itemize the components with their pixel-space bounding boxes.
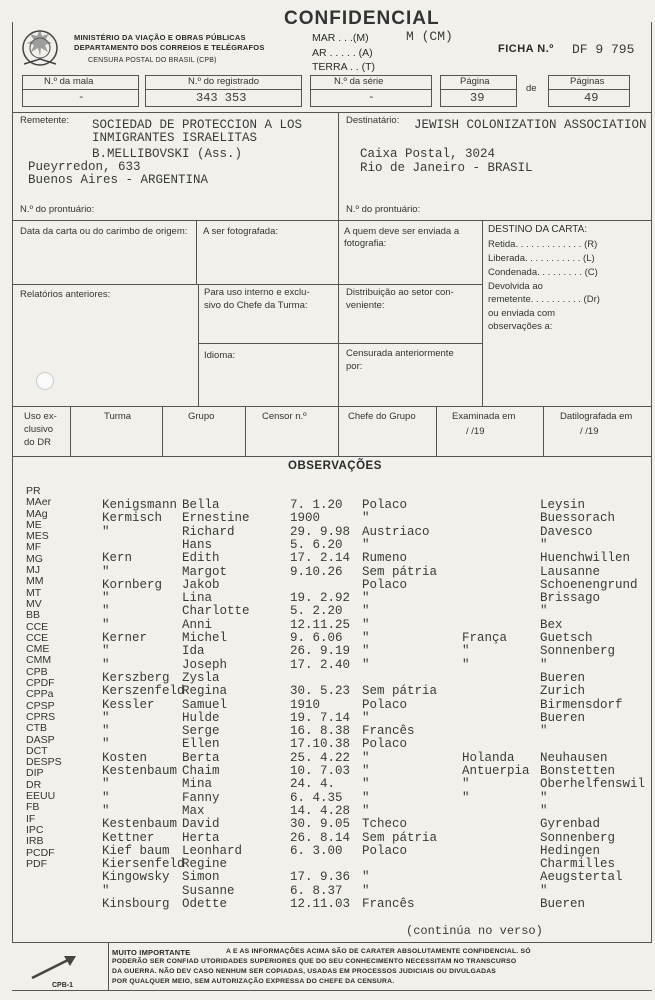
observation-row [0, 684, 655, 697]
row-given: Richard [182, 524, 235, 539]
agency-code: CCE [26, 620, 49, 633]
department-name: DEPARTAMENTO DOS CORREIOS E TELÉGRAFOS [74, 43, 265, 52]
ficha-number: DF 9 795 [572, 42, 635, 57]
uso-chefe-label-2: sivo do Chefe da Turma: [204, 300, 308, 311]
agency-code: IRB [26, 835, 44, 848]
row-nat: " [362, 750, 370, 765]
row-from: " [462, 777, 470, 792]
observation-row [0, 791, 655, 804]
observation-row [0, 801, 655, 818]
sender-line-4: Pueyrredon, 633 [28, 160, 141, 174]
agency-code: DCT [26, 744, 48, 757]
row-surname: " [102, 803, 110, 818]
row-given: Joseph [182, 657, 228, 672]
row-nat: " [362, 764, 370, 778]
row-date: 19. 2.92 [290, 591, 351, 606]
row-date: 29. 9.98 [290, 524, 351, 539]
agency-code: DIP [26, 767, 44, 780]
row-from: " [462, 644, 470, 659]
row-surname: " [102, 790, 110, 805]
agency-code: MT [26, 586, 42, 599]
row-dest: " [540, 604, 548, 619]
row-nat: " [362, 604, 370, 619]
row-surname: " [102, 710, 110, 725]
mar-label: MAR . . .(M) [312, 32, 369, 44]
row-surname: Kessler [102, 697, 155, 712]
arrow-emblem-icon [28, 952, 84, 982]
row-dest: Aeugstertal [540, 870, 623, 885]
row-given: Zysla [182, 670, 220, 685]
observation-row [0, 537, 655, 554]
serie-label: N.º da série [334, 76, 384, 87]
row-given: Odette [182, 897, 228, 911]
row-date: 12.11.25 [290, 617, 351, 632]
row-given: Chaim [182, 764, 220, 778]
send-photo-text: A quem deve ser enviada a fotografia: [344, 226, 460, 249]
observation-row [0, 817, 655, 830]
row-given: Anni [182, 617, 213, 632]
row-date: 30. 9.05 [290, 817, 351, 832]
form-title: CONFIDENCIAL [284, 8, 440, 29]
row-from: França [462, 631, 508, 645]
row-nat: Austriaco [362, 524, 430, 539]
observation-row [0, 644, 655, 657]
mala-value: - [78, 92, 85, 104]
footer-line-1: A E AS INFORMAÇÕES ACIMA SÃO DE CARATER ABSOLUTAMENTE CONFIDENCIAL. SÓ [226, 948, 531, 955]
row-given: Serge [182, 724, 220, 739]
transport-mode-value: M (CM) [406, 29, 453, 44]
paginas-label: Páginas [570, 76, 605, 87]
censorship-name: CENSURA POSTAL DO BRASIL (CPB) [88, 57, 217, 64]
row-given: Fanny [182, 790, 220, 805]
observation-row [0, 884, 655, 897]
row-dest: Sonnenberg [540, 830, 616, 845]
agency-code: ME [26, 518, 42, 531]
observation-row [0, 604, 655, 617]
row-nat: " [362, 790, 370, 805]
row-nat: Polaco [362, 843, 408, 858]
observation-row [0, 551, 655, 564]
destino-condenada: Condenada. . . . . . . . . (C) [488, 267, 598, 278]
row-date: 17. 2.14 [290, 551, 351, 566]
row-dest: Davesco [540, 524, 593, 539]
row-given: Lina [182, 591, 213, 606]
recipient-prontuario-label: N.º do prontuário: [346, 204, 421, 215]
sender-line-5: Buenos Aires - ARGENTINA [28, 173, 209, 187]
distrib-label-1: Distribuição ao setor con- [346, 287, 454, 298]
destino-obs-2: observações a: [488, 321, 553, 332]
agency-code: CPRS [26, 710, 56, 723]
agency-code: FB [26, 801, 40, 814]
row-dest: Gyrenbad [540, 817, 601, 832]
row-date: 16. 8.38 [290, 724, 351, 739]
row-given: Herta [182, 830, 220, 845]
row-dest: Guetsch [540, 631, 593, 645]
agency-code: EEUU [26, 790, 56, 803]
row-date: 26. 9.19 [290, 644, 351, 659]
row-dest: Charmilles [540, 857, 616, 872]
row-nat: " [362, 710, 370, 725]
observation-row [0, 698, 655, 711]
recipient-label: Destinatário: [346, 115, 400, 126]
agency-code: CPPa [26, 688, 54, 701]
row-date: 1900 [290, 511, 321, 526]
agency-code: CME [26, 643, 50, 656]
observation-row [0, 857, 655, 870]
agency-code: CPSP [26, 699, 55, 712]
row-date: 30. 5.23 [290, 684, 351, 699]
row-given: Edith [182, 551, 220, 566]
registrado-value: 343 353 [196, 91, 247, 105]
row-date: 5. 2.20 [290, 604, 343, 619]
row-date: 10. 7.03 [290, 764, 351, 778]
row-from: " [462, 790, 470, 805]
destino-title: DESTINO DA CARTA: [488, 224, 588, 235]
row-dest: Sonnenberg [540, 644, 616, 659]
row-nat: " [362, 777, 370, 792]
uso-dr-2: clusivo [24, 424, 54, 435]
row-date: 17. 9.36 [290, 870, 351, 885]
row-surname: Kornberg [102, 577, 163, 592]
sender-line-1: SOCIEDAD DE PROTECCION A LOS [92, 118, 303, 132]
continua-note: (continúa no verso) [406, 924, 543, 938]
footer-line-3: DA GUERRA. NÃO DEV CASO NENHUM SER COPIADAS, USADAS EM PROCESSOS JUDICIAIS OU DIVULGADAS [112, 968, 497, 975]
row-nat: Rumeno [362, 551, 408, 566]
row-nat: " [362, 617, 370, 632]
send-photo-label [344, 226, 480, 250]
row-date: 25. 4.22 [290, 750, 351, 765]
censor-label: Censor n.º [262, 411, 307, 422]
row-dest: Brissago [540, 591, 601, 606]
row-surname: " [102, 524, 110, 539]
observation-row [0, 591, 655, 604]
row-surname: Kermisch [102, 511, 163, 526]
row-given: Leonhard [182, 843, 243, 858]
row-dest: Zurich [540, 684, 586, 699]
observation-row [0, 751, 655, 764]
observation-row [0, 724, 655, 737]
row-given: Hans [182, 537, 213, 552]
pagina-value: 39 [470, 91, 485, 105]
censurada-label-2: por: [346, 361, 363, 372]
de-label: de [526, 83, 537, 94]
row-nat: Polaco [362, 577, 408, 592]
row-dest: Lausanne [540, 564, 601, 579]
sender-line-3: B.MELLIBOVSKI (Ass.) [92, 147, 243, 161]
chefe-grupo-label: Chefe do Grupo [348, 411, 416, 422]
row-nat: " [362, 870, 370, 885]
row-date: 6. 3.00 [290, 843, 343, 858]
row-nat: Francês [362, 897, 415, 911]
terra-label: TERRA . . (T) [312, 61, 375, 73]
row-dest: Neuhausen [540, 750, 608, 765]
coat-of-arms-emblem [18, 26, 62, 70]
row-given: David [182, 817, 220, 832]
row-dest: Bueren [540, 897, 586, 911]
row-surname: " [102, 617, 110, 632]
destino-liberada: Liberada. . . . . . . . . . . (L) [488, 253, 595, 264]
photo-label: A ser fotografada: [203, 226, 278, 237]
row-dest: Bueren [540, 710, 586, 725]
row-date: 14. 4.28 [290, 803, 351, 818]
ar-label: AR . . . . . (A) [312, 47, 373, 59]
row-date: 6. 8.37 [290, 883, 343, 898]
agency-code: MAer [26, 496, 52, 509]
agency-code: IPC [26, 823, 44, 836]
serie-value: - [368, 92, 375, 104]
row-dest: Schoenengrund [540, 577, 638, 592]
row-surname: Kenigsmann [102, 498, 178, 512]
observation-row [0, 565, 655, 578]
row-nat: " [362, 883, 370, 898]
row-date: 26. 8.14 [290, 830, 351, 845]
observation-row [0, 777, 655, 790]
row-surname: Kestenbaum [102, 764, 178, 778]
agency-code: PDF [26, 857, 47, 870]
row-surname: Kief baum [102, 843, 170, 858]
datilografada-date: / /19 [580, 426, 599, 437]
row-surname: Kingowsky [102, 870, 170, 885]
row-surname: Kettner [102, 830, 155, 845]
row-surname: Kiersenfeld [102, 857, 185, 872]
observation-row [0, 711, 655, 724]
observation-row [0, 525, 655, 538]
row-dest: " [540, 883, 548, 898]
row-dest: Bex [540, 617, 563, 632]
row-date: 1910 [290, 697, 321, 712]
row-nat: Tcheco [362, 817, 408, 832]
row-nat: " [362, 803, 370, 818]
row-surname: " [102, 591, 110, 606]
agency-code: IF [26, 812, 36, 825]
row-dest: " [540, 803, 548, 818]
row-surname: " [102, 604, 110, 619]
footer-important: MUITO IMPORTANTE [112, 948, 191, 957]
footer-line-2: PODERÃO SER CONFIAD UTORIDADES SUPERIORES QUE DO SEU CONHECIMENTO NECESSITAM NO TRANSCURSO [112, 958, 517, 965]
agency-code: BB [26, 609, 41, 622]
row-dest: Bueren [540, 670, 586, 685]
ficha-label: FICHA N.º [498, 43, 554, 55]
agency-code: MAg [26, 507, 48, 520]
row-surname: Kinsbourg [102, 897, 170, 911]
row-nat: Sem pátria [362, 684, 438, 699]
row-dest: Oberhelfenswil [540, 777, 646, 792]
row-given: Ellen [182, 737, 220, 752]
row-given: Charlotte [182, 604, 250, 619]
row-date: 6. 4.35 [290, 790, 343, 805]
recipient-line-2: Caixa Postal, 3024 [360, 147, 496, 161]
sender-prontuario-label: N.º do prontuário: [20, 204, 95, 215]
observation-row [0, 870, 655, 883]
uso-dr-1: Uso ex- [24, 411, 57, 422]
row-given: Berta [182, 750, 220, 765]
agency-code: DR [26, 778, 42, 791]
row-given: Bella [182, 498, 220, 512]
footer-line-4: POR QUALQUER MEIO, SEM AUTORIZAÇÃO EXPRESSA DO CHEFE DA CENSURA. [112, 978, 395, 985]
row-surname: " [102, 564, 110, 579]
mala-label: N.º da mala [44, 76, 94, 87]
row-nat: Polaco [362, 697, 408, 712]
row-nat: Polaco [362, 737, 408, 752]
row-dest: Leysin [540, 498, 586, 512]
agency-code: MJ [26, 564, 40, 577]
recipient-line-3: Rio de Janeiro - BRASIL [360, 161, 533, 175]
agency-code: MG [26, 552, 43, 565]
observation-row [0, 618, 655, 631]
row-date: 9.10.26 [290, 564, 343, 579]
punch-hole [36, 372, 54, 390]
row-given: Margot [182, 564, 228, 579]
examinada-date: / /19 [466, 426, 485, 437]
observation-row [0, 575, 655, 592]
row-surname: " [102, 644, 110, 659]
agency-code: CPB [26, 665, 48, 678]
row-nat: " [362, 591, 370, 606]
row-nat: Francês [362, 724, 415, 739]
row-given: Hulde [182, 710, 220, 725]
row-nat: " [362, 511, 370, 526]
destino-devolvida-1: Devolvida ao [488, 281, 543, 292]
ministry-name: MINISTÉRIO DA VIAÇÃO E OBRAS PÚBLICAS [74, 33, 246, 42]
agency-code: MV [26, 597, 42, 610]
letter-date-label: Data da carta ou do carimbo de origem: [20, 226, 188, 237]
row-nat: Polaco [362, 498, 408, 512]
row-dest: Huenchwillen [540, 551, 631, 566]
row-surname: Kerszberg [102, 670, 170, 685]
agency-code: CMM [26, 654, 52, 667]
row-surname: " [102, 777, 110, 792]
form-code: CPB-1 [52, 982, 74, 989]
turma-label: Turma [104, 411, 132, 422]
grupo-label: Grupo [188, 411, 215, 422]
row-date: 24. 4. [290, 777, 336, 792]
observacoes-title: OBSERVAÇÕES [288, 460, 382, 472]
destino-devolvida-2: remetente. . . . . . . . . . (Dr) [488, 294, 600, 305]
row-given: Ernestine [182, 511, 250, 526]
agency-code: PCDF [26, 846, 55, 859]
agency-code: MM [26, 575, 44, 588]
row-dest: " [540, 790, 548, 805]
uso-dr-3: do DR [24, 437, 51, 448]
row-dest: Buessorach [540, 511, 616, 526]
row-given: Michel [182, 631, 228, 645]
row-surname: " [102, 883, 110, 898]
row-given: Simon [182, 870, 220, 885]
row-surname: Kerner [102, 631, 148, 645]
row-from: Antuerpia [462, 764, 530, 778]
agency-code: CPDF [26, 677, 55, 690]
row-nat: " [362, 644, 370, 659]
row-dest: " [540, 724, 548, 739]
agency-code: CTB [26, 722, 47, 735]
observation-row [0, 844, 655, 857]
idioma-label: Idioma: [204, 350, 236, 361]
row-date: 17. 2.40 [290, 657, 351, 672]
row-surname: Kestenbaum [102, 817, 178, 832]
observation-row [0, 671, 655, 684]
row-given: Regina [182, 684, 228, 699]
observation-row [0, 631, 655, 644]
pagina-label: Página [460, 76, 490, 87]
agency-code: CCE [26, 631, 49, 644]
row-surname: Kern [102, 551, 133, 566]
row-nat: " [362, 631, 370, 645]
agency-code: PR [26, 485, 41, 497]
row-from: Holanda [462, 750, 515, 765]
datilografada-label: Datilografada em [560, 411, 633, 422]
agency-code: MF [26, 541, 42, 554]
row-from: " [462, 657, 470, 672]
row-date: 17.10.38 [290, 737, 351, 752]
agency-code: DESPS [26, 756, 62, 769]
row-date: 19. 7.14 [290, 710, 351, 725]
relatorios-label: Relatórios anteriores: [20, 289, 111, 300]
row-given: Samuel [182, 697, 228, 712]
row-dest: " [540, 657, 548, 672]
observation-row [0, 498, 655, 511]
distrib-label-2: veniente: [346, 300, 385, 311]
row-surname: " [102, 737, 110, 752]
row-dest: Hedingen [540, 843, 601, 858]
destino-retida: Retida. . . . . . . . . . . . . (R) [488, 239, 598, 250]
row-given: Regine [182, 857, 228, 872]
observation-row [0, 897, 655, 910]
row-surname: Kerszenfeld [102, 684, 185, 699]
sender-line-2: INMIGRANTES ISRAELITAS [92, 131, 258, 145]
row-date: 5. 6.20 [290, 537, 343, 552]
paginas-value: 49 [584, 91, 599, 105]
row-dest: Bonstetten [540, 764, 616, 778]
observation-row [0, 658, 655, 671]
row-dest: Birmensdorf [540, 697, 623, 712]
row-nat: " [362, 537, 370, 552]
row-nat: Sem pátria [362, 564, 438, 579]
row-given: Mina [182, 777, 213, 792]
row-date: 7. 1.20 [290, 498, 343, 512]
censurada-label-1: Censurada anteriormente [346, 348, 454, 359]
row-given: Ida [182, 644, 205, 659]
recipient-line-1: JEWISH COLONIZATION ASSOCIATION [414, 118, 647, 132]
examinada-label: Examinada em [452, 411, 516, 422]
row-surname: " [102, 657, 110, 672]
observation-row [0, 831, 655, 844]
row-given: Jakob [182, 577, 220, 592]
agency-code: DASP [26, 733, 55, 746]
uso-chefe-label-1: Para uso interno e exclu- [204, 287, 310, 298]
row-dest: " [540, 537, 548, 552]
row-date: 9. 6.06 [290, 631, 343, 645]
sender-label: Remetente: [20, 115, 70, 126]
observation-row [0, 764, 655, 780]
letter-date-label-1 [20, 226, 196, 238]
row-given: Max [182, 803, 205, 818]
destino-obs-1: ou enviada com [488, 308, 556, 319]
registrado-label: N.º do registrado [188, 76, 260, 87]
row-date: 12.11.03 [290, 897, 351, 911]
row-surname: " [102, 724, 110, 739]
row-nat: Sem pátria [362, 830, 438, 845]
row-given: Susanne [182, 883, 235, 898]
agency-code: MES [26, 530, 49, 543]
row-surname: Kosten [102, 750, 148, 765]
row-nat: " [362, 657, 370, 672]
